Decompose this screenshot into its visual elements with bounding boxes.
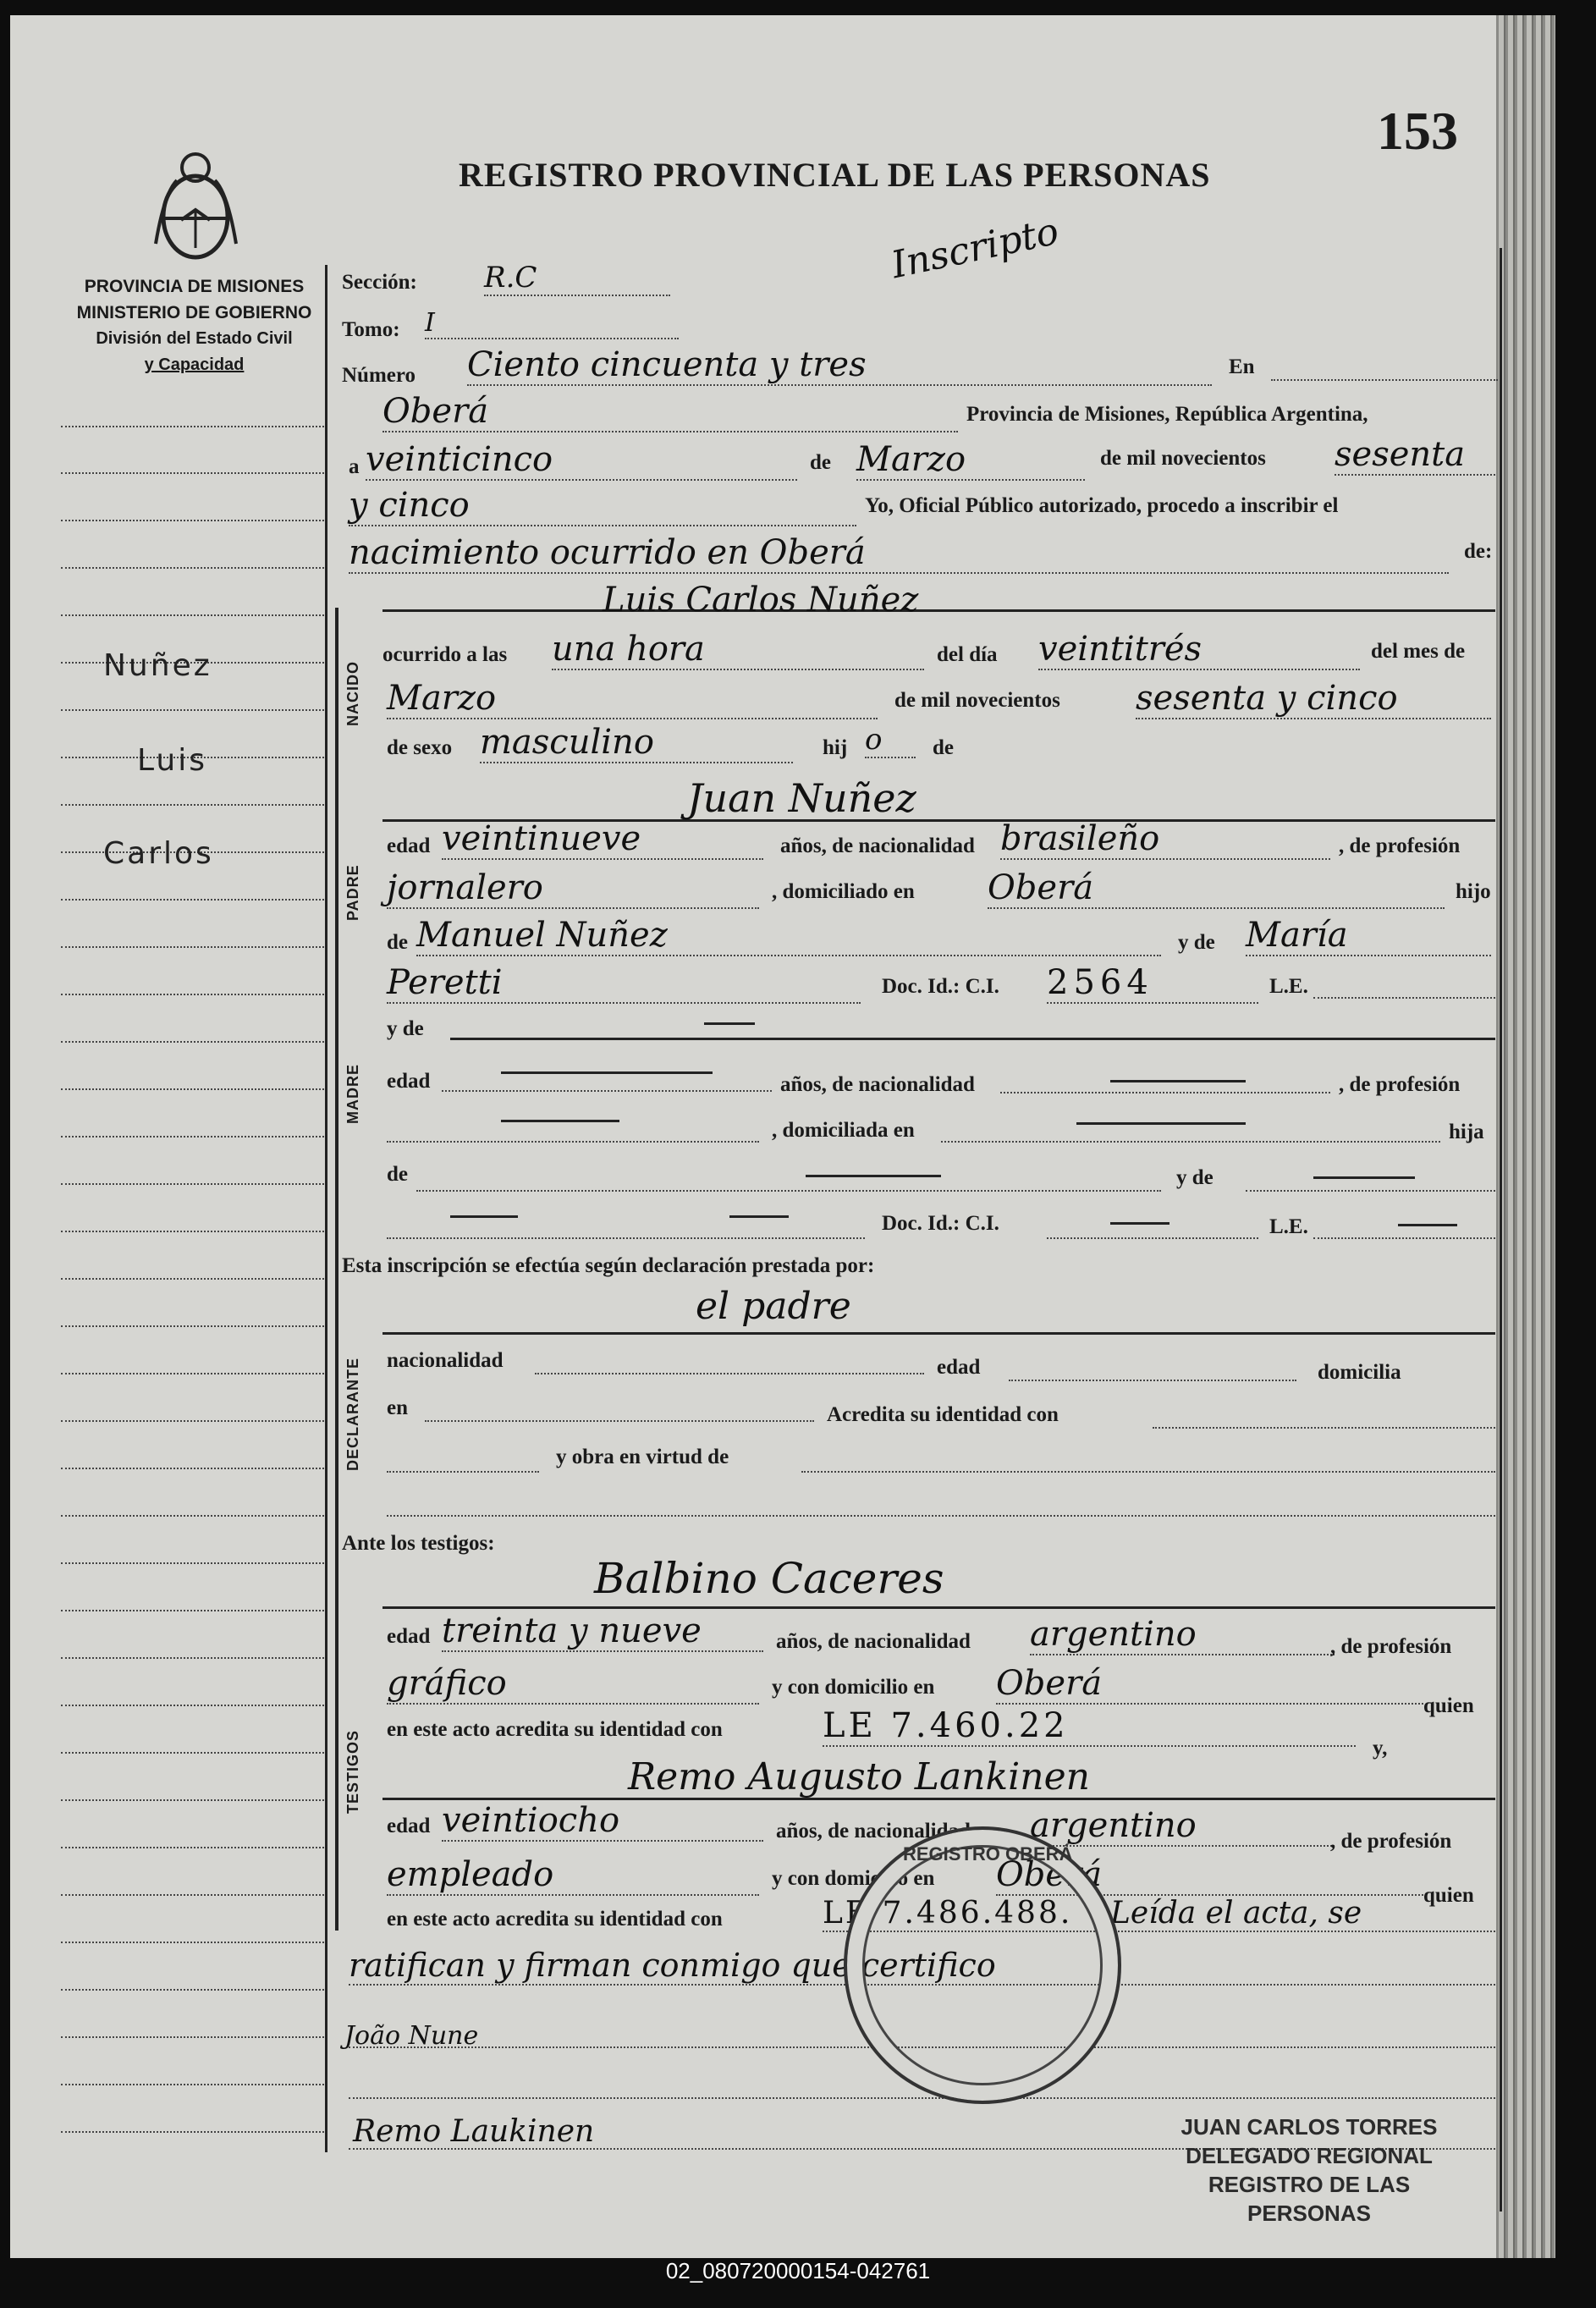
signature-witness: Remo Laukinen bbox=[353, 2114, 595, 2149]
declarante-rule bbox=[335, 1289, 338, 1488]
padre-edad: veintinueve bbox=[442, 819, 763, 860]
madre-section-label: MADRE bbox=[344, 1064, 361, 1124]
padre-domicilio: Oberá bbox=[988, 868, 1445, 909]
de-label: de bbox=[810, 451, 831, 474]
madre-dom-label: , domiciliada en bbox=[772, 1119, 915, 1142]
seccion-value: R.C bbox=[484, 261, 670, 296]
coat-of-arms-icon bbox=[147, 142, 245, 269]
registrar-title: DELEGADO REGIONAL bbox=[1186, 2143, 1433, 2168]
right-border bbox=[1500, 248, 1502, 2212]
padre-edad-label: edad bbox=[387, 835, 431, 857]
testigo2-nacionalidad: argentino bbox=[1030, 1806, 1335, 1847]
padre-ci: 2564 bbox=[1047, 963, 1258, 1004]
padre-doc-label: Doc. Id.: C.I. bbox=[882, 975, 999, 998]
padre-padre: Manuel Nuñez bbox=[416, 916, 1161, 956]
testigo2-nombre: Remo Augusto Lankinen bbox=[628, 1755, 1090, 1798]
nacido-mil-label: de mil novecientos bbox=[894, 689, 1060, 712]
del-dia-label: del día bbox=[937, 643, 998, 666]
seal-text: REGISTRO OBERÁ bbox=[903, 1843, 1073, 1865]
madre-prof-label: , de profesión bbox=[1339, 1073, 1461, 1096]
testigo1-profesion: gráfico bbox=[387, 1664, 759, 1705]
acto-value: nacimiento ocurrido en Oberá bbox=[349, 533, 1449, 574]
nacido-section-label: NACIDO bbox=[344, 661, 361, 726]
office-province: PROVINCIA DE MISIONES bbox=[84, 277, 305, 296]
registrar-office: REGISTRO DE LAS PERSONAS bbox=[1208, 2172, 1411, 2226]
padre-madre-2: Peretti bbox=[387, 963, 861, 1004]
nacido-sexo: masculino bbox=[480, 723, 793, 763]
scan-identifier: 02_080720000154-042761 bbox=[665, 2258, 931, 2283]
register-title: REGISTRO PROVINCIAL DE LAS PERSONAS bbox=[459, 156, 1211, 194]
testigo2-domicilio: Oberá bbox=[996, 1855, 1423, 1896]
declarante-section-label: DECLARANTE bbox=[344, 1358, 361, 1471]
testigo2-dom-label: y con domicilio en bbox=[772, 1867, 935, 1890]
testigos-intro: Ante los testigos: bbox=[342, 1532, 495, 1555]
testigo1-edad: treinta y nueve bbox=[442, 1611, 763, 1652]
madre-y-de2-label: y de bbox=[1176, 1166, 1214, 1189]
declarante-dom-label: domicilia bbox=[1318, 1361, 1401, 1384]
testigo1-documento: LE 7.460.22 bbox=[823, 1706, 1356, 1747]
declarante-obra-label: y obra en virtud de bbox=[556, 1446, 729, 1468]
fecha-dia: veinticinco bbox=[366, 440, 797, 481]
declarante-nac-label: nacionalidad bbox=[387, 1349, 504, 1372]
testigo2-edad-label: edad bbox=[387, 1815, 431, 1837]
madre-doc-label: Doc. Id.: C.I. bbox=[882, 1212, 999, 1235]
padre-nac-label: años, de nacionalidad bbox=[780, 835, 975, 857]
official-seal bbox=[844, 1826, 1121, 2104]
testigo1-quien-label: quien bbox=[1423, 1694, 1474, 1717]
a-label: a bbox=[349, 455, 360, 478]
provincia-label: Provincia de Misiones, República Argentina, bbox=[966, 403, 1368, 426]
testigo1-acredita-label: en este acto acredita su identidad con bbox=[387, 1718, 723, 1741]
closing-line-2: ratifican y firman conmigo que certifico bbox=[349, 1947, 1495, 1986]
registrar-name: JUAN CARLOS TORRES bbox=[1180, 2114, 1438, 2140]
nacido-anio: sesenta y cinco bbox=[1136, 679, 1491, 719]
office-division: División del Estado Civil bbox=[96, 329, 293, 348]
testigo1-y-label: y, bbox=[1373, 1737, 1388, 1760]
padre-prof-label: , de profesión bbox=[1339, 835, 1461, 857]
localidad-value: Oberá bbox=[382, 392, 958, 432]
nacido-mes: Marzo bbox=[387, 679, 878, 719]
padre-section-label: PADRE bbox=[344, 864, 361, 921]
numero-label: Número bbox=[342, 364, 416, 387]
declarante-intro: Esta inscripción se efectúa según declaración prestada por: bbox=[342, 1254, 875, 1277]
padre-nacionalidad: brasileño bbox=[1000, 819, 1330, 860]
hijo-de-label: de bbox=[933, 736, 954, 759]
padre-madre-1: María bbox=[1246, 916, 1491, 956]
madre-de-label: de bbox=[387, 1163, 408, 1186]
page-number: 153 bbox=[1377, 101, 1458, 161]
tomo-label: Tomo: bbox=[342, 318, 400, 341]
registrar-stamp bbox=[1157, 2112, 1461, 2228]
testigo2-edad: veintiocho bbox=[442, 1801, 763, 1842]
madre-le-label: L.E. bbox=[1269, 1215, 1308, 1238]
testigo1-nac-label: años, de nacionalidad bbox=[776, 1630, 971, 1653]
margin-divider bbox=[325, 265, 327, 2152]
tomo-value: I bbox=[425, 308, 679, 339]
testigos-section-label: TESTIGOS bbox=[344, 1729, 361, 1814]
sexo-label: de sexo bbox=[387, 736, 453, 759]
declarante-en-label: en bbox=[387, 1396, 408, 1419]
office-ministry: MINISTERIO DE GOBIERNO bbox=[76, 303, 312, 322]
inscribed-annotation: Inscripto bbox=[887, 209, 1063, 288]
hijo-suffix: o bbox=[865, 723, 916, 758]
padre-de-label: de bbox=[387, 931, 408, 954]
padre-le-label: L.E. bbox=[1269, 975, 1308, 998]
office-capacity: y Capacidad bbox=[144, 355, 245, 374]
testigo2-acredita-label: en este acto acredita su identidad con bbox=[387, 1908, 723, 1931]
testigo1-nacionalidad: argentino bbox=[1030, 1615, 1335, 1655]
en-label: En bbox=[1229, 355, 1255, 378]
margin-first-name: Luis bbox=[137, 743, 207, 778]
madre-hija-label: hija bbox=[1449, 1121, 1484, 1143]
testigo2-quien-label: quien bbox=[1423, 1884, 1474, 1907]
testigo1-prof-label: , de profesión bbox=[1330, 1635, 1452, 1658]
margin-second-name: Carlos bbox=[103, 836, 214, 871]
seccion-label: Sección: bbox=[342, 271, 417, 294]
testigo1-domicilio: Oberá bbox=[996, 1664, 1423, 1705]
testigo1-dom-label: y con domicilio en bbox=[772, 1676, 935, 1699]
office-header bbox=[52, 273, 336, 378]
closing-line-1: Leída el acta, se bbox=[1110, 1896, 1495, 1932]
fecha-mes: Marzo bbox=[856, 440, 1085, 481]
testigo2-prof-label: , de profesión bbox=[1330, 1830, 1452, 1853]
padre-nombre: Juan Nuñez bbox=[687, 775, 916, 821]
declarante-acredita-label: Acredita su identidad con bbox=[827, 1403, 1059, 1426]
mil-label: de mil novecientos bbox=[1100, 447, 1266, 470]
register-page bbox=[10, 15, 1555, 2258]
testigo2-nac-label: años, de nacionalidad bbox=[776, 1820, 971, 1843]
testigo1-edad-label: edad bbox=[387, 1625, 431, 1648]
testigos-rule bbox=[335, 1579, 338, 1931]
declarante-nombre: el padre bbox=[696, 1285, 851, 1328]
ocurrido-label: ocurrido a las bbox=[382, 643, 508, 666]
padre-profesion: jornalero bbox=[387, 868, 759, 909]
fecha-anio-2: y cinco bbox=[349, 486, 856, 526]
madre-nac-label: años, de nacionalidad bbox=[780, 1073, 975, 1096]
padre-y-de-label: y de bbox=[1178, 931, 1215, 954]
numero-value: Ciento cincuenta y tres bbox=[467, 345, 1212, 386]
declarante-edad-label: edad bbox=[937, 1356, 981, 1379]
nacido-dia: veintitrés bbox=[1038, 630, 1360, 670]
nacido-nombre: Luis Carlos Nuñez bbox=[603, 581, 919, 620]
hijo-label: hij bbox=[823, 736, 848, 759]
padre-hijo-label: hijo bbox=[1456, 880, 1491, 903]
nacido-hora: una hora bbox=[552, 630, 924, 670]
madre-edad-label: edad bbox=[387, 1070, 431, 1093]
testigo2-profesion: empleado bbox=[387, 1855, 759, 1896]
signature-father: João Nune bbox=[344, 2021, 479, 2051]
margin-surname: Nuñez bbox=[103, 648, 212, 683]
book-binding bbox=[1496, 15, 1555, 2258]
oficial-label: Yo, Oficial Público autorizado, procedo a inscribir el bbox=[865, 494, 1339, 517]
testigo1-nombre: Balbino Caceres bbox=[594, 1554, 944, 1603]
de-colon-label: de: bbox=[1464, 540, 1493, 563]
madre-y-de-label: y de bbox=[387, 1017, 424, 1040]
padre-dom-label: , domiciliado en bbox=[772, 880, 915, 903]
del-mes-label: del mes de bbox=[1371, 640, 1466, 663]
testigo2-documento: LE 7.486.488. bbox=[823, 1896, 1102, 1932]
fecha-anio-1: sesenta bbox=[1335, 435, 1495, 476]
